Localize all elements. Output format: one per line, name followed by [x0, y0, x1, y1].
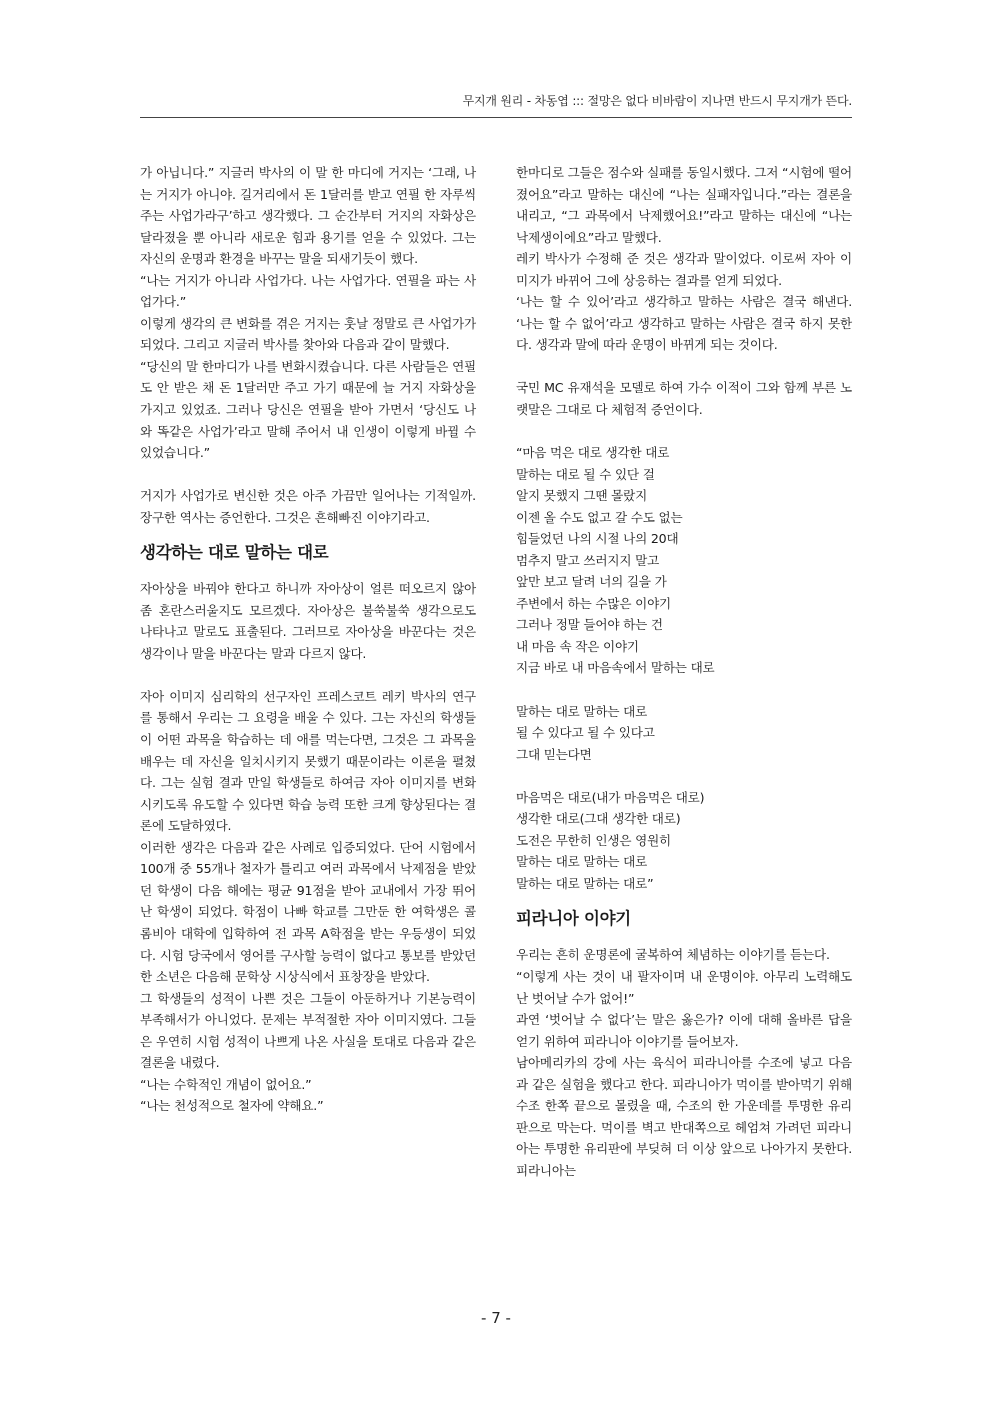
paragraph: “나는 거지가 아니라 사업가다. 나는 사업가다. 연필을 파는 사업가다.” [140, 272, 476, 310]
lyric-line: 생각한 대로(그대 생각한 대로) [516, 811, 681, 827]
paragraph: 자아상을 바꿔야 한다고 하니까 자아상이 얼른 떠오르지 않아 좀 혼란스러울지도 모르겠다. 자아상은 불쑥불쑥 생각으로도 나타나고 말로도 표출된다. 그러므로 자아상을 바꾼다는 것은 생각이나 말을 바꾼다는 말과 다르지 않다. [140, 581, 476, 661]
lyric-line: 될 수 있다고 될 수 있다고 [516, 725, 655, 741]
paragraph: 한마디로 그들은 점수와 실패를 동일시했다. 그저 “시험에 떨어졌어요”라고 말하는 대신에 “나는 실패자입니다.”라는 결론을 내리고, “그 과목에서 낙제했어요!”라고 말하는 대신에 “나는 낙제생이에요”라고 말했다. [516, 165, 852, 245]
lyric-line: 말하는 대로 말하는 대로” [516, 875, 654, 891]
paragraph: “나는 수학적인 개념이 없어요.” [140, 1076, 312, 1092]
paragraph: “이렇게 사는 것이 내 팔자이며 내 운명이야. 아무리 노력해도 난 벗어날 수가 없어!” [516, 968, 852, 1006]
left-column [140, 162, 476, 1117]
lyric-line: 이젠 올 수도 없고 갈 수도 없는 [516, 509, 683, 525]
lyrics-block-3 [516, 787, 852, 895]
paragraph: 거지가 사업가로 변신한 것은 아주 가끔만 일어나는 기적일까. 장구한 역사는 증언한다. 그것은 흔해빠진 이야기라고. [140, 488, 476, 525]
paragraph: “당신의 말 한마디가 나를 변화시켰습니다. 다른 사람들은 연필도 안 받은 채 돈 1달러만 주고 가기 때문에 늘 거지 자화상을 가지고 있었죠. 그러나 당신은 연필을 받아 가면서 ‘당신도 나와 똑같은 사업가’라고 말해 주어서 내 인생이 이렇게 바뀔 수 있었습니다.” [140, 358, 476, 461]
lyric-line: 그대 믿는다면 [516, 746, 592, 762]
lyrics-block-1 [516, 442, 852, 679]
lyric-line: 힘들었던 나의 시절 나의 20대 [516, 531, 679, 547]
header-divider [140, 117, 852, 118]
lyric-line: “마음 먹은 대로 생각한 대로 [516, 445, 670, 461]
lyric-line: 말하는 대로 될 수 있단 걸 [516, 466, 655, 482]
paragraph: ‘나는 할 수 있어’라고 생각하고 말하는 사람은 결국 해낸다. ‘나는 할 수 없어’라고 생각하고 말하는 사람은 결국 하지 못한다. 생각과 말에 따라 운명이 바뀌게 되는 것이다. [516, 294, 852, 353]
page-number: - 7 - [481, 1309, 511, 1327]
paragraph: 남아메리카의 강에 사는 육식어 피라니아를 수조에 넣고 다음과 같은 실험을 했다고 한다. 피라니아가 먹이를 받아먹기 위해 수조 한쪽 끝으로 몰렸을 때, 수조의 한 가운데를 투명한 유리판으로 막는다. 먹이를 벽고 반대쪽으로 헤엄쳐 가려던 피라니아는 투명한 유리판에 부딪혀 더 이상 앞으로 나아가지 못한다. 피라니아는 [516, 1055, 852, 1178]
lyric-line: 마음먹은 대로(내가 마음먹은 대로) [516, 789, 705, 805]
paragraph: 이러한 생각은 다음과 같은 사례로 입증되었다. 단어 시험에서 100개 중 55개나 철자가 틀리고 여러 과목에서 낙제점을 받았던 학생이 다음 해에는 평균 91점을 받아 교내에서 가장 뛰어난 학생이 되었다. 학점이 나빠 학교를 그만둔 한 여학생은 콜롬비아 대학에 입학하여 전 과목 A학점을 받는 우등생이 되었다. 시험 당국에서 영어를 구사할 능력이 없다고 통보를 받았던 한 소년은 다음해 문학상 시상식에서 표창장을 받았다. [140, 839, 476, 985]
section-heading-piranha: 피라니아 이야기 [516, 909, 631, 929]
paragraph: “나는 천성적으로 철자에 약해요.” [140, 1098, 324, 1114]
right-column [516, 162, 852, 1181]
lyric-line: 말하는 대로 말하는 대로 [516, 854, 648, 870]
lyric-line: 도전은 무한히 인생은 영원히 [516, 832, 671, 848]
paragraph: 가 아닙니다.” 지글러 박사의 이 말 한 마디에 거지는 ‘그래, 나는 거지가 아니야. 길거리에서 돈 1달러를 받고 연필 한 자루씩 주는 사업가라구’하고 생각했다. 그 순간부터 거지의 자화상은 달라졌을 뿐 아니라 새로운 힘과 용기를 얻을 수 있었다. 그는 자신의 운명과 환경을 바꾸는 말을 되새기듯이 했다. [140, 165, 476, 267]
lyric-line: 그러나 정말 들어야 하는 건 [516, 617, 663, 633]
lyric-line: 멈추지 말고 쓰러지지 말고 [516, 552, 660, 568]
paragraph: 자아 이미지 심리학의 선구자인 프레스코트 레키 박사의 연구를 통해서 우리는 그 요령을 배울 수 있다. 그는 자신의 학생들이 어떤 과목을 학습하는 데 애를 먹는다면, 그것은 그 과목을 배우는 데 자신을 일치시키지 못했기 때문이라는 이론을 펼쳤다. 그는 실험 결과 만일 학생들로 하여금 자아 이미지를 변화시키도록 유도할 수 있다면 학습 능력 또한 크게 향상된다는 결론에 도달하였다. [140, 688, 476, 834]
lyric-line: 알지 못했지 그땐 몰랐지 [516, 488, 648, 504]
paragraph: 국민 MC 유재석을 모델로 하여 가수 이적이 그와 함께 부른 노랫말은 그대로 다 체험적 증언이다. [516, 380, 852, 417]
paragraph: 레키 박사가 수정해 준 것은 생각과 말이었다. 이로써 자아 이미지가 바뀌어 그에 상응하는 결과를 얻게 되었다. [516, 251, 852, 288]
lyric-line: 앞만 보고 달려 너의 길을 가 [516, 574, 667, 590]
paragraph: 그 학생들의 성적이 나쁜 것은 그들이 아둔하거나 기본능력이 부족해서가 아니었다. 문제는 부적절한 자아 이미지였다. 그들은 우연히 시험 성적이 나쁘게 나온 사실을 토대로 다음과 같은 결론을 내렸다. [140, 990, 476, 1071]
lyric-line: 내 마음 속 작은 이야기 [516, 638, 639, 654]
lyric-line: 주변에서 하는 수많은 이야기 [516, 595, 671, 611]
running-header: 무지개 원리 - 차동엽 ::: 절망은 없다 비바람이 지나면 반드시 무지개가 뜬다. [462, 94, 852, 108]
lyrics-block-2 [516, 701, 852, 766]
paragraph: 우리는 흔히 운명론에 굴복하여 체념하는 이야기를 듣는다. [516, 947, 830, 963]
section-heading-thinking-speaking: 생각하는 대로 말하는 대로 [140, 543, 329, 563]
lyric-line: 말하는 대로 말하는 대로 [516, 703, 648, 719]
paragraph: 과연 ‘벗어날 수 없다’는 말은 옳은가? 이에 대해 올바른 답을 얻기 위하여 피라니아 이야기를 들어보자. [516, 1012, 852, 1049]
lyric-line: 지금 바로 내 마음속에서 말하는 대로 [516, 660, 715, 676]
paragraph: 이렇게 생각의 큰 변화를 겪은 거지는 훗날 정말로 큰 사업가가 되었다. 그리고 지글러 박사를 찾아와 다음과 같이 말했다. [140, 315, 476, 353]
